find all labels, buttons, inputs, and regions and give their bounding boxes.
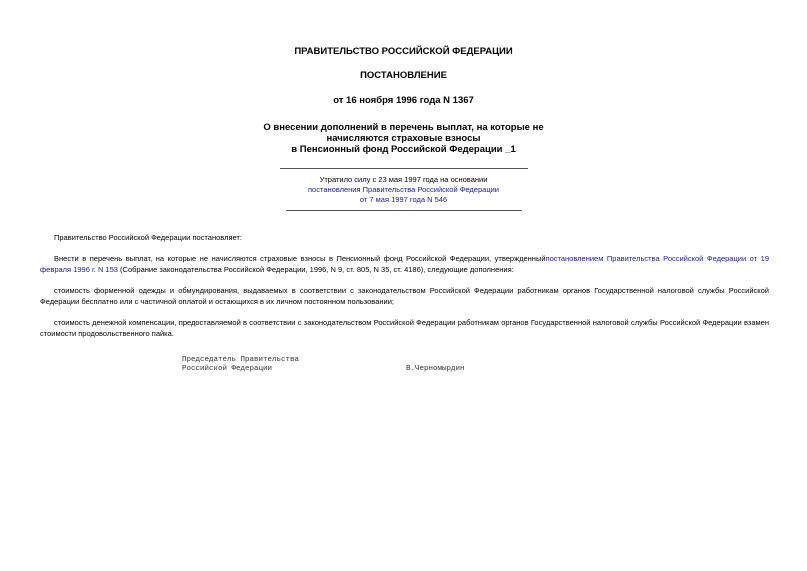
status-note-text: Утратило силу с 23 мая 1997 года на основании [319,175,488,184]
paragraph-food-compensation [40,317,769,339]
repeal-decree-link-line-1[interactable]: постановления Правительства Российской Федерации [307,185,499,194]
paragraph-uniform-cost [40,285,769,307]
base-decree-link[interactable]: постановлением Правительства Российской Федерации от 19 февраля 1996 г. N 153 [40,254,769,274]
paragraph-preamble [40,232,769,243]
signatory-name: В.Черномырдин [406,365,465,373]
document-title-line-2: начисляются страховые взносы [326,133,481,144]
amendment-text-continued: (Собрание законодательства Российской Федерации, 1996, N 9, ст. 805, N 35, ст. 4186), следующие дополнения: [117,265,514,274]
bottom-divider [286,210,522,211]
document-date-number: от 16 ноября 1996 года N 1367 [333,95,474,106]
top-divider [280,168,528,169]
food-compensation-text: стоимость денежной компенсации, предоставляемой в соответствии с законодательством Российской Федерации работникам органов Государственной налоговой службы Российской Федерации взамен стоимости продовольственного пайка. [40,318,769,338]
signatory-position-line-1: Председатель Правительства [182,356,300,364]
paragraph-amendment [40,253,769,275]
document-title-line-3: в Пенсионный фонд Российской Федерации _1 [291,144,516,155]
repeal-decree-link-line-2[interactable]: от 7 мая 1997 года N 546 [359,195,448,204]
document-title-line-1: О внесении дополнений в перечень выплат, на которые не [263,122,544,133]
amendment-text: Внести в перечень выплат, на которые не начисляются страховые взносы в Пенсионный фонд Российской Федерации, утвержденный [54,254,546,263]
uniform-cost-text: стоимость форменной одежды и обмундирования, выдаваемых в соответствии с законодательством Российской Федерации работникам органов Государственной налоговой службы Российской Федерации бесплатно или с частичной оплатой и остающихся в их личном постоянном пользовании; [40,286,769,306]
signatory-position-line-2: Российской Федерации [182,365,273,373]
document-type: ПОСТАНОВЛЕНИЕ [360,70,447,81]
preamble-text: Правительство Российской Федерации постановляет: [54,233,242,242]
government-heading: ПРАВИТЕЛЬСТВО РОССИЙСКОЙ ФЕДЕРАЦИИ [294,46,513,57]
